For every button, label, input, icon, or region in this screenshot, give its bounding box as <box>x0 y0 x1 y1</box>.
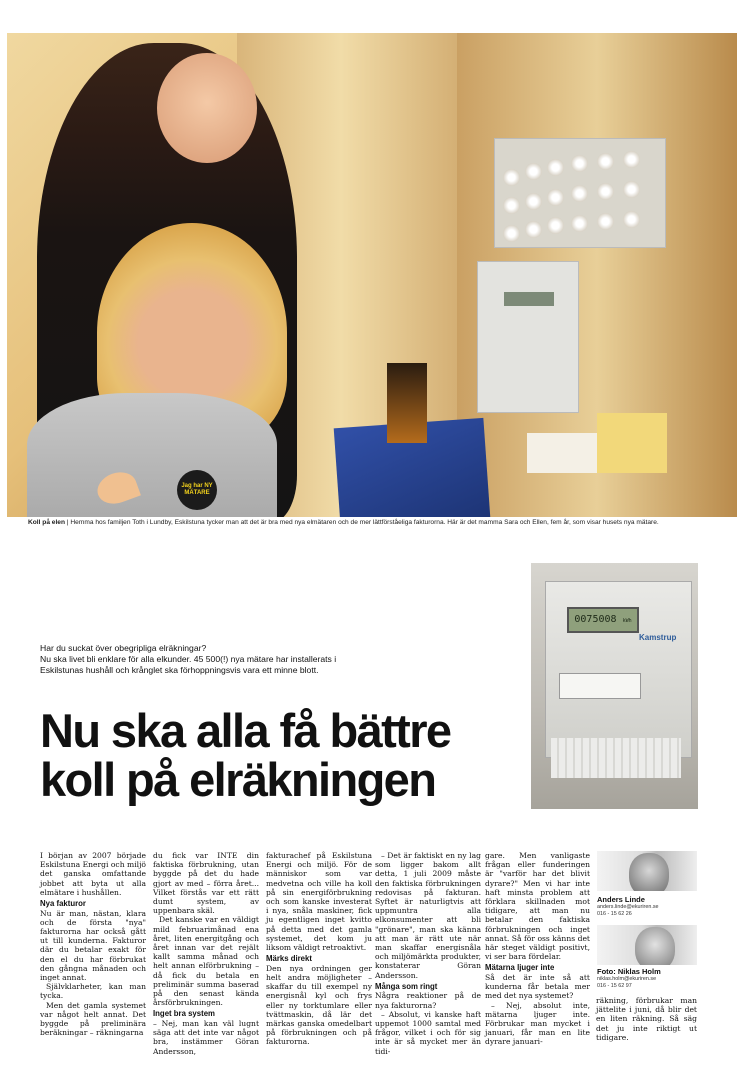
lead-line-1: Har du suckat över obegripliga elräkningar? <box>40 643 207 653</box>
white-box <box>527 433 597 473</box>
photo-caption: Koll på elen | Hemma hos familjen Toth i Lundby, Eskilstuna tycker man att det är bra med nya elmätaren och de mer lättförståeliga fakturorna. Här är det mamma Sara och Ellen, fem år, som visar husets nya mätare. <box>28 519 659 526</box>
column-2 <box>153 851 259 1056</box>
col5-p3: – Nej, absolut inte, mätarna ljuger inte. Förbrukar man mycket i januari, får man en lite dyrare januari- <box>485 1000 590 1047</box>
subhead-matarna-ljuger-inte: Mätarna ljuger inte <box>485 963 555 973</box>
yellow-box <box>597 413 667 473</box>
photographer-portrait <box>597 925 697 965</box>
photographer-byline <box>597 967 661 989</box>
col2-p1: du fick var INTE din faktiska förbrukning, utan byggde på det du hade gjort av med – förra året... Vilket förstås var ett rätt dumt system, av uppenbara skäl. <box>153 851 259 916</box>
col5-p2: Så det är inte så att kunderna får betala mer med det nya systemet? <box>485 972 590 1001</box>
column-3 <box>266 851 372 1047</box>
badge-text: Jag har NY MÄTARE <box>181 483 213 496</box>
author-name: Anders Linde <box>597 895 645 904</box>
cabinet-meter <box>477 261 579 413</box>
meter-reading: 0075008 <box>574 614 617 625</box>
photographer-email: niklas.holm@ekuriren.se <box>597 976 657 982</box>
col1-p2: Nu är man, nästan, klara och de första "nya" fakturorna har också gått ut till kunderna. Fakturor där du betalar exakt för den el du har förbrukat den gångna månaden och inget annat. <box>40 908 146 982</box>
meter-unit: kWh <box>622 618 632 624</box>
fuse-panel <box>494 138 666 248</box>
subhead-nya-fakturor: Nya fakturor <box>40 899 86 909</box>
column-5 <box>485 851 590 1047</box>
main-photo <box>7 33 737 517</box>
lead-line-2: Nu ska livet bli enklare för alla elkunder. 45 500(!) nya mätare har installerats i Eskilstunas hushåll och krånglet ska förhoppningsvis vara ett minne blott. <box>40 654 337 675</box>
subhead-inget-bra-system: Inget bra system <box>153 1009 215 1019</box>
col2-p3: – Nej, man kan väl lugnt säga att det inte var något bra, instämmer Göran Andersson, <box>153 1018 259 1056</box>
author-email: anders.linde@ekuriren.se <box>597 904 659 910</box>
candle-box <box>387 363 427 443</box>
subhead-marks-direkt: Märks direkt <box>266 954 312 964</box>
ny-matare-badge <box>177 470 217 510</box>
meter-photo <box>531 563 698 809</box>
author-portrait <box>597 851 697 891</box>
girl-shirt <box>27 393 277 517</box>
col4-p2: Några reaktioner på de nya fakturorna? <box>375 991 481 1010</box>
caption-text: Hemma hos familjen Toth i Lundby, Eskilstuna tycker man att det är bra med nya elmätaren och de mer lättförståeliga fakturorna. Här är det mamma Sara och Ellen, fem år, som visar husets nya mätare. <box>70 519 659 526</box>
col3-p1: fakturachef på Eskilstuna Energi och miljö. För de människor som var medvetna och ville ha koll på sin energiförbrukning och som kanske investerat i nya, snåla maskiner, fick ju egentligen inget kvitto på detta med det gamla systemet, det kom ju liksom väldigt retroaktivt. <box>266 851 372 953</box>
headline-line-2: koll på elräkningen <box>40 753 436 806</box>
subhead-manga-som-ringt: Många som ringt <box>375 981 438 991</box>
col5-p1: gare. Men vanligaste frågan eller funderingen är "varför har det blivit dyrare?" Men vi har inte haft minsta problem att förklara skillnaden mot tidigare, att man nu betalar den faktiska förbrukningen och inget annat. Så för oss känns det här steget väldigt positivt, vi ser bara fördelar. <box>485 851 590 962</box>
col4-p1: – Det är faktiskt en ny lag som ligger bakom allt detta, 1 juli 2009 måste den faktiska förbrukningen redovisas på fakturan. Syftet är naturligtvis att uppmuntra alla elkonsumenter att bli "grönare", man ska känna att man är rätt ute när man skaffar energisnåla och miljömärkta produkter, konstaterar Göran Andersson. <box>375 851 481 980</box>
meter-label-plate <box>559 673 641 699</box>
headline <box>40 706 520 804</box>
column-1 <box>40 851 146 1037</box>
meter-display <box>567 607 639 633</box>
lead-text <box>40 643 350 676</box>
author-byline <box>597 895 659 917</box>
column-4 <box>375 851 481 1056</box>
col1-p1: I början av 2007 började Eskilstuna Energi och miljö det ganska omfattande jobbet att byta ut alla elmätare i hushållen. <box>40 851 146 897</box>
caption-label: Koll på elen <box>28 519 66 526</box>
column-6 <box>596 996 697 1042</box>
col1-p3: Självklarheter, kan man tycka. <box>40 982 146 1001</box>
col4-p3: – Absolut, vi kanske haft uppemot 1000 samtal med frågor, vilket i och för sig inte är så mycket mer än tidi- <box>375 1009 481 1056</box>
meter-terminal <box>551 738 681 778</box>
headline-line-1: Nu ska alla få bättre <box>40 704 451 757</box>
photographer-phone: 016 - 15 62 97 <box>597 982 632 989</box>
col6-p1: räkning, förbrukar man jättelite i juni, då blir det en liten räkning. Så säg det ju inte riktigt ut tidigare. <box>596 996 697 1042</box>
col1-p4: Men det gamla systemet var något helt annat. Det byggde på preliminära beräkningar – räkningarna <box>40 1000 146 1038</box>
meter-brand: Kamstrup <box>639 633 677 642</box>
mother-face <box>157 53 257 163</box>
col3-p2: Den nya ordningen ger helt andra möjligheter – skaffar du till exempel ny energisnål kyl och frys eller ny torktumlare eller tvättmaskin, då lär det märkas ganska omedelbart på förbrukningen och på fakturorna. <box>266 963 372 1047</box>
photographer-name: Foto: Niklas Holm <box>597 967 661 976</box>
col2-p2: Det kanske var en väldigt mild februarimånad ena året, liten energitgång och året innan var det rejält kallt samma månad och helt annan elförbrukning – då fick du betala en preliminär summa baserad på den senast kända årsförbrukningen. <box>153 915 259 1008</box>
author-phone: 016 - 15 62 26 <box>597 910 632 917</box>
